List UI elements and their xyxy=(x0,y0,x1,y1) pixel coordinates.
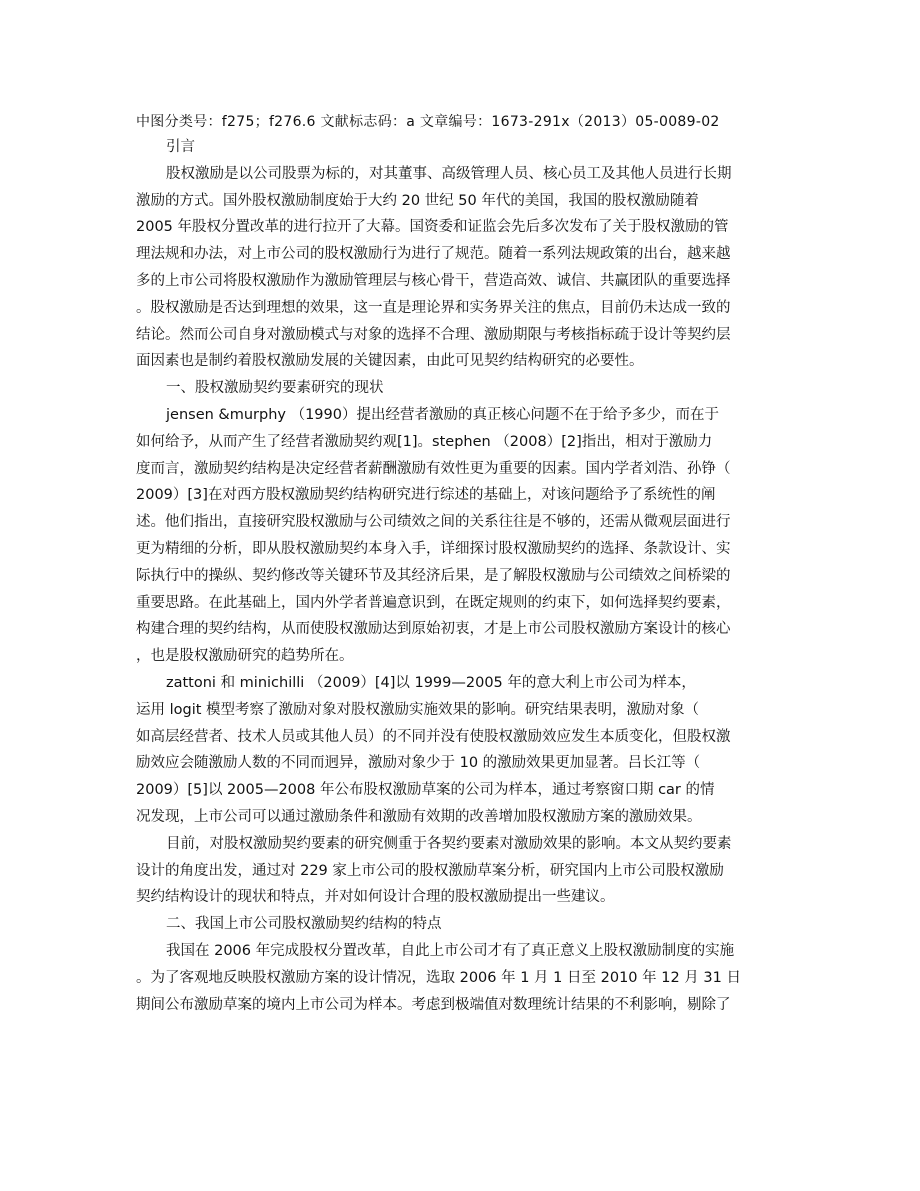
text-line: 重要思路。在此基础上，国内外学者普遍意识到，在既定规则的约束下，如何选择契约要素， xyxy=(136,594,731,611)
text-line: 况发现，上市公司可以通过激励条件和激励有效期的改善增加股权激励方案的激励效果。 xyxy=(136,808,702,825)
text-line: 一、股权激励契约要素研究的现状 xyxy=(166,380,384,397)
text-line: 我国在 2006 年完成股权分置改革，自此上市公司才有了真正意义上股权激励制度的实施 xyxy=(166,942,735,959)
body-text xyxy=(136,134,786,1018)
text-line: 述。他们指出，直接研究股权激励与公司绩效之间的关系往往是不够的，还需从微观层面进行 xyxy=(136,514,731,531)
text-line: 2009）[3]在对西方股权激励契约结构研究进行综述的基础上，对该问题给予了系统性的阐 xyxy=(136,487,716,504)
text-line: 。为了客观地反映股权激励方案的设计情况，选取 2006 年 1 月 1 日至 2010 年 12 月 31 日 xyxy=(136,969,741,986)
text-line: 设计的角度出发，通过对 229 家上市公司的股权激励草案分析，研究国内上市公司股权激励 xyxy=(136,862,724,879)
text-line: ，也是股权激励研究的趋势所在。 xyxy=(136,648,354,665)
text-line: 契约结构设计的现状和特点，并对如何设计合理的股权激励提出一些建议。 xyxy=(136,889,615,906)
text-line: 股权激励是以公司股票为标的，对其董事、高级管理人员、核心员工及其他人员进行长期 xyxy=(166,165,732,182)
text-line: 激励的方式。国外股权激励制度始于大约 20 世纪 50 年代的美国，我国的股权激励随着 xyxy=(136,192,699,209)
text-line: 多的上市公司将股权激励作为激励管理层与核心骨干，营造高效、诚信、共赢团队的重要选择 xyxy=(136,272,731,289)
text-line: jensen &murphy （1990）提出经营者激励的真正核心问题不在于给予多少，而在于 xyxy=(166,406,719,423)
text-line: zattoni 和 minichilli （2009）[4]以 1999—2005 年的意大利上市公司为样本， xyxy=(166,674,696,691)
text-line: 。股权激励是否达到理想的效果，这一直是理论界和实务界关注的焦点，目前仍未达成一致的 xyxy=(136,299,731,316)
text-line: 度而言，激励契约结构是决定经营者薪酬激励有效性更为重要的因素。国内学者刘浩、孙铮（ xyxy=(136,460,731,477)
document-page xyxy=(136,110,786,1018)
text-line: 期间公布激励草案的境内上市公司为样本。考虑到极端值对数理统计结果的不利影响，剔除了 xyxy=(136,996,731,1013)
text-line: 如高层经营者、技术人员或其他人员）的不同并没有使股权激励效应发生本质变化，但股权激 xyxy=(136,728,731,745)
text-line: 目前，对股权激励契约要素的研究侧重于各契约要素对激励效果的影响。本文从契约要素 xyxy=(166,835,732,852)
text-line: 面因素也是制约着股权激励发展的关键因素，由此可见契约结构研究的必要性。 xyxy=(136,353,644,370)
text-line: 二、我国上市公司股权激励契约结构的特点 xyxy=(166,916,442,933)
text-line: 如何给予，从而产生了经营者激励契约观[1]。stephen （2008）[2]指出，相对于激励力 xyxy=(136,433,713,450)
text-line: 结论。然而公司自身对激励模式与对象的选择不合理、激励期限与考核指标疏于设计等契约层 xyxy=(136,326,731,343)
text-line: 际执行中的操纵、契约修改等关键环节及其经济后果，是了解股权激励与公司绩效之间桥梁的 xyxy=(136,567,731,584)
text-line: 励效应会随激励人数的不同而迥异，激励对象少于 10 的激励效果更加显著。吕长江等（ xyxy=(136,755,701,772)
text-line: 构建合理的契约结构，从而使股权激励达到原始初衷，才是上市公司股权激励方案设计的核心 xyxy=(136,621,731,638)
text-line: 2009）[5]以 2005—2008 年公布股权激励草案的公司为样本，通过考察窗口期 car 的情 xyxy=(136,782,715,799)
text-line: 更为精细的分析，即从股权激励契约本身入手，详细探讨股权激励契约的选择、条款设计、实 xyxy=(136,540,731,557)
text-line: 2005 年股权分置改革的进行拉开了大幕。国资委和证监会先后多次发布了关于股权激励的管 xyxy=(136,219,729,236)
text-line: 理法规和办法，对上市公司的股权激励行为进行了规范。随着一系列法规政策的出台，越来越 xyxy=(136,246,731,263)
text-line: 引言 xyxy=(166,139,195,155)
text-line: 运用 logit 模型考察了激励对象对股权激励实施效果的影响。研究结果表明，激励对象（ xyxy=(136,701,700,718)
classification-header: 中图分类号：f275；f276.6 文献标志码：a 文章编号：1673-291x（2013）05-0089-02 xyxy=(136,114,720,130)
